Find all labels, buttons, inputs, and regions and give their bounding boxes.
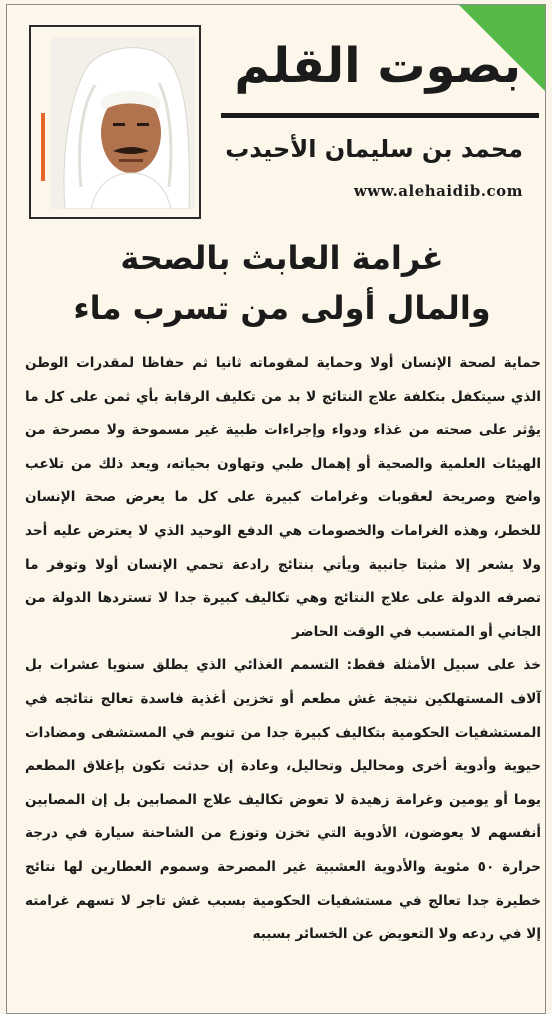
headline-line-2: والمال أولى من تسرب ماء	[73, 289, 491, 327]
article-headline	[47, 233, 517, 333]
author-photo	[51, 37, 195, 209]
column-title: بصوت القلم	[234, 38, 521, 94]
column-frame	[6, 4, 546, 1014]
photo-accent-bar	[41, 113, 45, 181]
author-photo-frame	[29, 25, 201, 219]
author-name: محمد بن سليمان الأحيدب	[225, 135, 523, 163]
headline-line-1: غرامة العابث بالصحة	[120, 239, 444, 277]
author-website[interactable]: www.alehaidib.com	[353, 182, 523, 200]
article-body	[25, 347, 541, 952]
author-portrait-icon	[51, 37, 195, 209]
article-paragraph-2: خذ على سبيل الأمثلة فقط: التسمم الغذائي الذي يطلق سنويا عشرات بل آلاف المستهلكين نتيجة غش مطعم أو تخزين أغذية فاسدة تعالج نتائجه في المستشفيات الحكومية بتكاليف كبيرة جدا من تنويم في المستشفى ومضادات حيوية وأدوية أخرى ومحاليل وتحاليل، وعادة إن حدثت تكون بإغلاق المطعم يوما أو يومين وغرامة زهيدة لا تعوض تكاليف علاج المصابين بل إن المصابين أنفسهم لا يعوضون، الأدوية التي تخزن وتوزع من الشاحنة سيارة في درجة حرارة ٥٠ مئوية والأدوية العشبية غير المصرحة وسموم العطارين لها نتائج خطيرة جدا تعالج في مستشفيات الحكومية بسبب غش تاجر لا تسهم غرامته إلا في ردعه ولا التعويض عن الخسائر بسببه	[25, 657, 542, 943]
title-divider	[221, 113, 539, 118]
article-paragraph-1: حماية لصحة الإنسان أولا وحماية لمقوماته ثانيا ثم حفاظا لمقدرات الوطن الذي سيتكفل بتكلفة علاج النتائج لا بد من تكليف الرقابة بأي ثمن على كل ما يؤثر على صحته من غذاء ودواء وإجراءات طبية غير مسموحة ولا مصرحة من الهيئات العلمية والصحية أو إهمال طبي وتهاون بحياته، ويعد ذلك من تلاعب واضح وصريحة لعقوبات وغرامات كبيرة على كل ما يعرض صحة الإنسان للخطر، وهذه الغرامات والخصومات هي الدفع الوحيد الذي لا يعترض عليه أحد ولا يشعر إلا مثبتا جانبية ويأتي بنتائج رادعة تحمي الإنسان أولا وتوفر ما تصرفه الدولة على علاج النتائج وهي تكاليف كبيرة جدا لا تستردها الدولة من الجاني أو المتسبب في الوقت الحاضر	[25, 355, 541, 640]
